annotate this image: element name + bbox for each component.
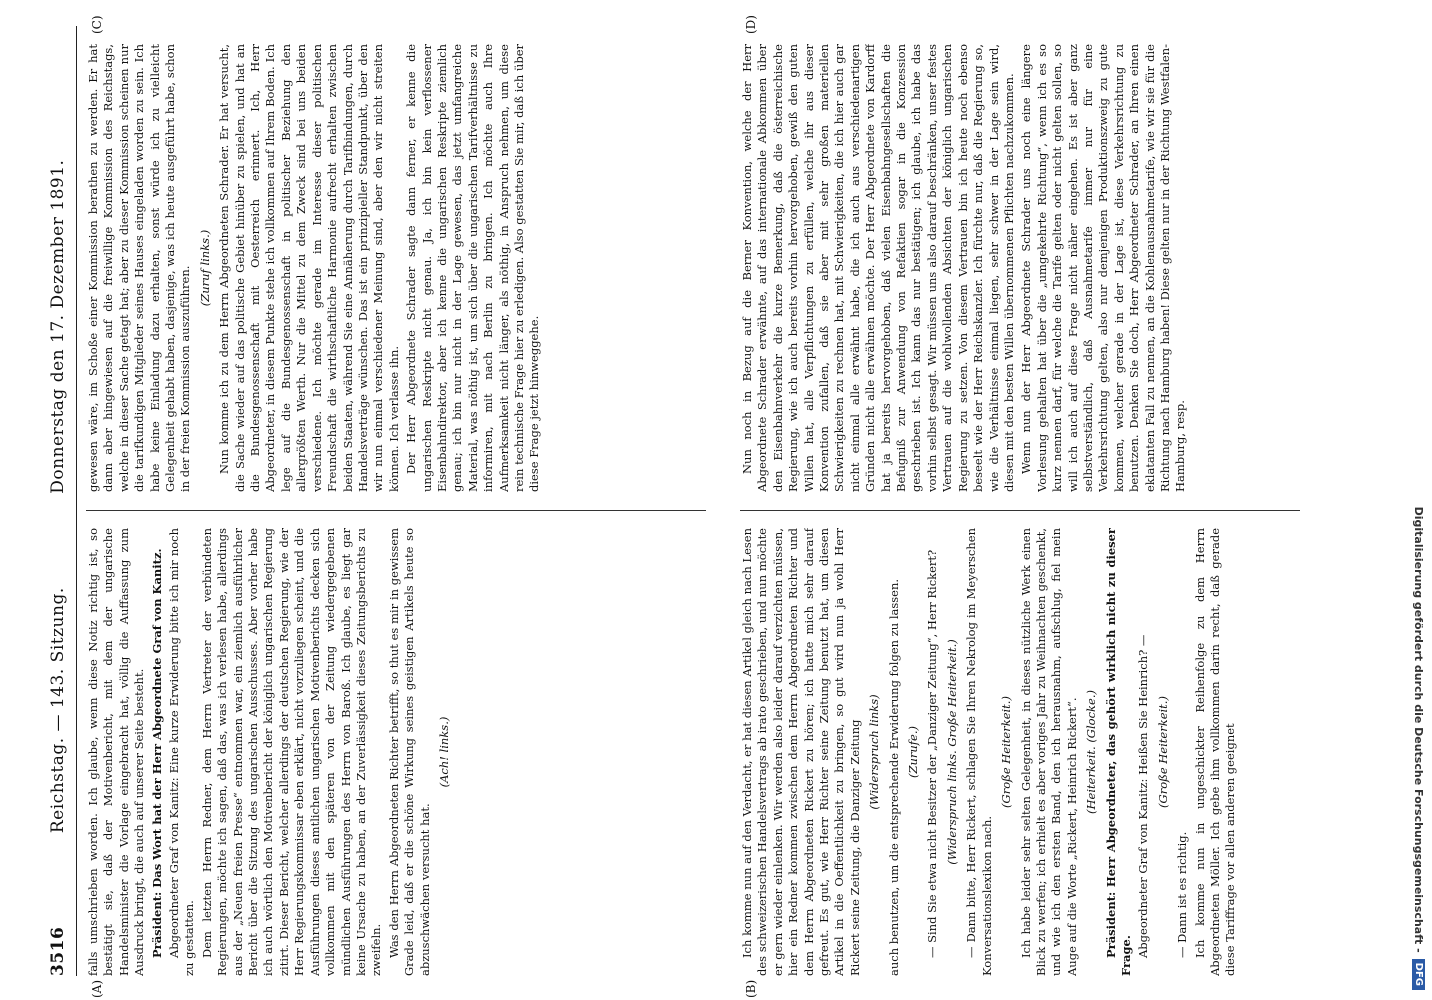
paragraph: — Dann bitte, Herr Rickert, schlagen Sie Ihren Nekrolog im Meyerschen Konversationslexikon nach. (964, 528, 994, 976)
interjection: (Zurufe.) (906, 726, 921, 778)
paragraph: Nun noch in Bezug auf die Berner Konvention, welche der Herr Abgeordnete Schrader erwähnte, auf das internationale Abkommen über den Eisenbahnverkehr die kurze Bemerkung, daß die österreichische Regierung, wie ich auch bereits vorhin hervorgehoben, gewiß den guten Willen hat, alle Verpflichtungen zu erfüllen, welche ihr aus dieser Konvention zufallen, daß sie aber mit sehr großen materiellen Schwierigkeiten zu rechnen hat, mit Schwierigkeiten, die ich hier auch gar nicht einmal alle erwähnt habe, die ich auch aus verschiedenartigen Gründen nicht alle erwähnen möchte. Der Herr Abgeordnete von Kardorff hat ja bereits hervorgehoben, daß vielen Eisenbahngesellschaften die Befugniß zur Anwendung von Refaktien sogar in die Konzession geschrieben ist. Ich kann das nur bestätigen; ich glaube, ich habe das vorhin selbst gesagt. Wir müssen uns also darauf beschränken, unser festes Vertrauen auf die wohlwollenden Absichten der königlich ungarischen Regierung zu setzen. Von diesem Vertrauen bin ich heute noch ebenso beseelt wie der Herr Reichskanzler. Ich fürchte nur, daß die Regierung so, wie die Verhältnisse einmal liegen, sehr schwer in der Lage sein wird, diesen mit den besten Willen übernommenen Pflichten nachzukommen. (740, 44, 1016, 492)
president-remark: Präsident: Das Wort hat der Herr Abgeordnete Graf von Kanitz. (149, 548, 164, 958)
paragraph: Nun komme ich zu dem Herrn Abgeordneten Schrader. Er hat versucht, die Sache wieder auf das politische Gebiet hinüber zu spielen, und hat an die Bundesgenossenschaft mit Oesterreich erinnert. Ich, Herr Abgeordneter, in diesem Punkte stehe ich vollkommen auf Ihrem Boden. Ich lege auf die Bundesgenossenschaft in politischer Beziehung den allergrößten Werth. Nur die Mittel zu dem Zweck sind bei uns beiden verschiedene. Ich möchte gerade im Interesse dieser politischen Freundschaft die wirthschaftliche Harmonie aufrecht erhalten zwischen beiden Staaten, während Sie eine Annäherung durch Tarifbindungen, durch Handelsverträge wünschen. Das ist ein prinzipieller Standpunkt, über den wir nun einmal verschiedener Meinung sind, aber den wir nicht streiten können. Ich verlasse ihn. (217, 44, 401, 492)
paragraph: Wenn nun der Herr Abgeordnete Schrader uns noch eine längere Vorlesung gehalten hat über die „umgekehrte Richtung“, wenn ich es so kurz nennen darf, für welche die Tarife gelten oder nicht gelten sollen, so will ich auch auf diese Frage nicht näher eingehen. Es ist aber ganz selbstverständlich, daß Ausnahmetarife immer nur für eine Verkehrsrichtung gelten, also nur demjenigen Produktionszweig zu gute kommen, welcher gerade in der Lage ist, diese Verkehrsrichtung zu benutzen. Denken Sie doch, Herr Abgeordneter Schrader, an Ihren einen eklatanten Fall zu nennen, an die Kohlenausnahmetarife, wie wir sie für die Richtung nach Hamburg haben! Diese gelten nur in der Richtung Westfalen-Hamburg, resp. (1019, 44, 1188, 492)
speaker-paragraph: Abgeordneter Graf von Kanitz: Heißen Sie Heinrich? — (1136, 634, 1151, 958)
paragraph: Dem letzten Herrn Redner, dem Herrn Vertreter der verbündeten Regierungen, möchte ich sagen, daß das, was ich verlesen habe, allerdings aus der „Neuen freien Presse“ entnommen war, ein ziemlich ausführlicher Bericht über die Sitzung des ungarischen Ausschusses. Aber vorher habe ich auch wörtlich den Motivenbericht der königlich ungarischen Regierung zitirt. Dieser Bericht, welcher allerdings der deutschen Regierung, wie der Herr Regierungskommissar eben erklärt, nicht vorzuliegen scheint, und die Ausführungen dieses amtlichen ungarischen Motivenberichts decken sich vollkommen mit den späteren von der Zeitung wiedergegebenen mündlichen Ausführungen des Herrn von Baroß. Ich glaube, es liegt gar keine Ursache zu haben, an der Zuverlässigkeit dieses Zeitungsberichts zu zweifeln. (199, 528, 384, 976)
interjection: (Heiterkeit. (Glocke.) (1084, 690, 1099, 814)
president-remark: Präsident: Herr Abgeordneter, das gehört wirklich nicht zu dieser Frage. (1103, 528, 1133, 976)
paragraph: — Sind Sie etwa nicht Besitzer der „Danziger Zeitung“, Herr Rickert? (925, 549, 940, 958)
header-date: Donnerstag den 17. Dezember 1891. (48, 159, 68, 494)
paragraph: Der Herr Abgeordnete Schrader sagte dann ferner, er kenne die ungarischen Reskripte nicht genau. Ja, ich bin kein verflossener Eisenbahndirektor, aber ich kenne die ungarischen Reskripte ziemlich genau; ich bin nur nicht in der Lage gewesen, das jetzt umfangreiche Material, was nöthig ist, um sich über die ungarischen Tarifverhältnisse zu informiren, mit nach Berlin zu bringen. Ich möchte auch Ihre Aufmerksamkeit nicht länger, als nöthig, in Anspruch nehmen, um diese rein technische Frage hier zu erledigen. Also gestatten Sie mir, daß ich über diese Frage jetzt hinweggehe. (404, 44, 542, 492)
page-header (40, 26, 77, 976)
margin-marker-a: (A) (90, 979, 104, 998)
header-left-title: Reichstag. — 143. Sitzung. (48, 587, 68, 834)
column-divider (86, 510, 706, 511)
dfg-notice: Digitalisierung gefördert durch die Deutsche Forschungsgemeinschaft - (1412, 506, 1426, 953)
speaker-paragraph: Abgeordneter Graf von Kanitz: Eine kurze Erwiderung bitte ich mir noch zu gestatten. (167, 528, 197, 976)
paragraph: falls umschrieben worden. Ich glaube, wenn diese Notiz richtig ist, so bestätigt sie, daß der Motivenbericht, mit dem der ungarische Handelsminister die Vorlage eingebracht hat, völlig die Auffassung zum Ausdruck bringt, die auch auf unserer Seite besteht. (86, 528, 147, 976)
interjection: (Zuruf links.) (197, 229, 212, 307)
dfg-sidebar (1410, 10, 1428, 990)
interjection: (Widerspruch links) (867, 694, 882, 810)
paragraph: gewesen wäre, im Schoße einer Kommission berathen zu werden. Er hat dann aber hingewiesen auf die freiwillige Kommission des Reichstags, welche in dieser Sache getagt hat; aber zu dieser Kommission scheinen nur die tarifkundigen Mitglieder seines Hauses eingeladen worden zu sein. Ich habe keine Einladung dazu erhalten, sonst würde ich zu vielleicht Gelegenheit gehabt haben, dasjenige, was ich heute ausgeführt habe, schon in der freien Kommission auszuführen. (86, 44, 193, 492)
column-top-left (86, 528, 706, 976)
margin-marker-b: (B) (744, 979, 758, 998)
paragraph: Ich komme nun in ungeschickter Reihenfolge zu dem Herrn Abgeordneten Möller. Ich gebe ihm vollkommen darin recht, daß gerade diese Tariffrage vor allen anderen geeignet (1192, 528, 1238, 976)
margin-marker-d: (D) (744, 15, 758, 34)
column-bottom-left (740, 528, 1300, 976)
column-divider (740, 510, 1300, 511)
interjection: (Widerspruch links. Große Heiterkeit.) (944, 639, 959, 865)
paragraph: auch benutzen, um die entsprechende Erwiderung folgen zu lassen. (886, 578, 901, 976)
column-top-right (86, 44, 706, 492)
margin-marker-c: (C) (90, 15, 104, 34)
paragraph: Ich komme nun auf den Verdacht, er hat diesen Artikel gleich nach Lesen des schweizerischen Handelsvertrags ab irato geschrieben, und nun möchte er gern wieder einlenken. Wir werden also leider darauf verzichten müssen, hier ein Redner kommen zwischen dem Herrn Abgeordneten Richter und dem Herrn Abgeordneten Rickert zu hören; ich hatte mich sehr darauf gefreut. Es gut, wie Herr Richter seine Zeitung benutzt hat, um diesen Artikel in die Oeffentlichkeit zu bringen, so gut wird nun ja wohl Herr Rickert seine Zeitung, die Danziger Zeitung (740, 528, 862, 976)
page-number: 3516 (48, 926, 68, 976)
column-bottom-right (740, 44, 1300, 492)
paragraph: — Dann ist es richtig. (1175, 831, 1190, 958)
interjection: (Ach! links.) (436, 716, 451, 788)
paragraph: Ich habe leider sehr selten Gelegenheit, in dieses nützliche Werk einen Blick zu werfen; ich erhielt es aber voriges Jahr zu Weihnachten geschenkt, und wie ich den ersten Band, den ich herausnahm, aufschlug, fiel mein Auge auf die Worte „Rickert, Heinrich Rickert“. (1018, 528, 1079, 976)
interjection: (Große Heiterkeit.) (1155, 696, 1170, 808)
dfg-logo: DFG (1413, 959, 1426, 990)
paragraph: Was den Herrn Abgeordneten Richter betrifft, so thut es mir in gewissem Grade leid, daß er die schöne Wirkung seines geistigen Artikels heute so abzuschwächen versucht hat. (386, 528, 432, 976)
interjection: (Große Heiterkeit.) (999, 696, 1014, 808)
